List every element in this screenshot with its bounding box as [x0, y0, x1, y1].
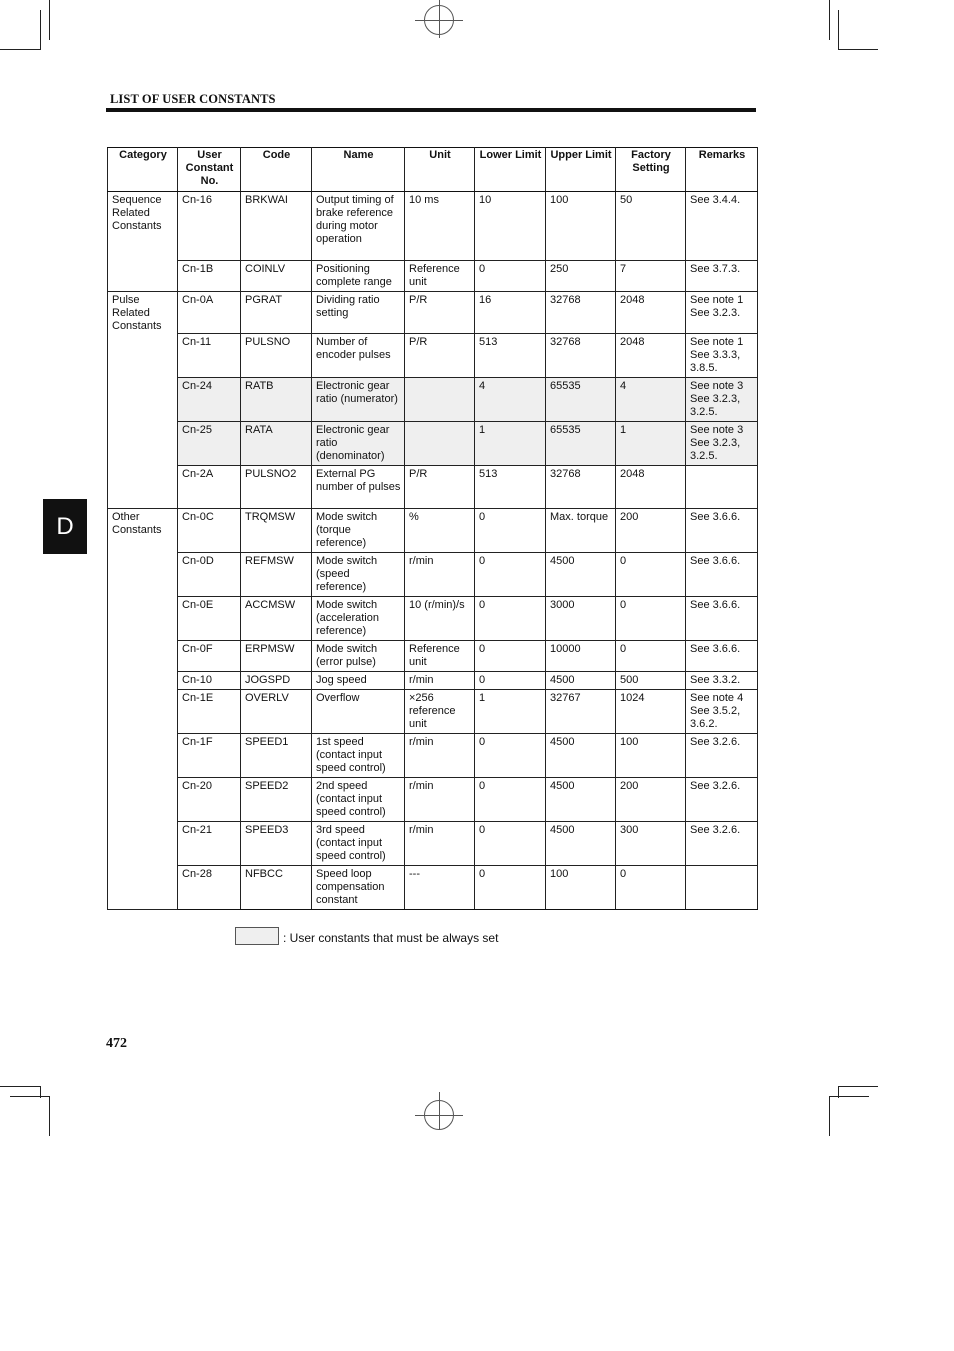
column-header: Lower Limit — [475, 148, 546, 192]
remarks-cell: See note 1 See 3.3.3, 3.8.5. — [686, 334, 758, 378]
constant-no-cell: Cn-10 — [178, 672, 241, 690]
lower-limit-cell: 0 — [475, 597, 546, 641]
unit-cell: Reference unit — [405, 261, 475, 292]
factory-setting-cell: 0 — [616, 597, 686, 641]
column-header: Name — [312, 148, 405, 192]
unit-cell: r/min — [405, 778, 475, 822]
column-header: Category — [108, 148, 178, 192]
section-title: LIST OF USER CONSTANTS — [110, 92, 276, 106]
upper-limit-cell: 32768 — [546, 334, 616, 378]
constant-no-cell: Cn-1F — [178, 734, 241, 778]
table-row — [108, 466, 758, 509]
remarks-cell: See 3.6.6. — [686, 641, 758, 672]
upper-limit-cell: 4500 — [546, 734, 616, 778]
unit-cell — [405, 378, 475, 422]
factory-setting-cell: 300 — [616, 822, 686, 866]
name-cell: Jog speed — [312, 672, 405, 690]
lower-limit-cell: 1 — [475, 690, 546, 734]
code-cell: ERPMSW — [241, 641, 312, 672]
constant-no-cell: Cn-0E — [178, 597, 241, 641]
user-constants-table — [107, 147, 758, 910]
code-cell: PULSNO2 — [241, 466, 312, 509]
unit-cell: P/R — [405, 466, 475, 509]
name-cell: Mode switch (torque reference) — [312, 509, 405, 553]
remarks-cell: See 3.2.6. — [686, 734, 758, 778]
constant-no-cell: Cn-16 — [178, 192, 241, 261]
table-row — [108, 378, 758, 422]
remarks-cell — [686, 866, 758, 910]
factory-setting-cell: 2048 — [616, 292, 686, 334]
unit-cell: Reference unit — [405, 641, 475, 672]
code-cell: SPEED3 — [241, 822, 312, 866]
factory-setting-cell: 2048 — [616, 334, 686, 378]
unit-cell: --- — [405, 866, 475, 910]
table-row — [108, 734, 758, 778]
unit-cell: ×256 reference unit — [405, 690, 475, 734]
factory-setting-cell: 0 — [616, 641, 686, 672]
code-cell: NFBCC — [241, 866, 312, 910]
remarks-cell: See note 1 See 3.2.3. — [686, 292, 758, 334]
code-cell: TRQMSW — [241, 509, 312, 553]
remarks-cell: See 3.6.6. — [686, 597, 758, 641]
code-cell: JOGSPD — [241, 672, 312, 690]
factory-setting-cell: 1 — [616, 422, 686, 466]
table-row — [108, 334, 758, 378]
lower-limit-cell: 0 — [475, 734, 546, 778]
code-cell: PULSNO — [241, 334, 312, 378]
table-row — [108, 509, 758, 553]
name-cell: Mode switch (acceleration reference) — [312, 597, 405, 641]
lower-limit-cell: 0 — [475, 822, 546, 866]
code-cell: REFMSW — [241, 553, 312, 597]
column-header: Upper Limit — [546, 148, 616, 192]
name-cell: Mode switch (error pulse) — [312, 641, 405, 672]
page-number: 472 — [106, 1036, 127, 1051]
upper-limit-cell: 4500 — [546, 672, 616, 690]
factory-setting-cell: 4 — [616, 378, 686, 422]
constant-no-cell: Cn-25 — [178, 422, 241, 466]
code-cell: SPEED1 — [241, 734, 312, 778]
name-cell: 1st speed (contact input speed control) — [312, 734, 405, 778]
constant-no-cell: Cn-1B — [178, 261, 241, 292]
constant-no-cell: Cn-28 — [178, 866, 241, 910]
unit-cell: 10 ms — [405, 192, 475, 261]
code-cell: COINLV — [241, 261, 312, 292]
table-row — [108, 192, 758, 261]
remarks-cell: See 3.2.6. — [686, 778, 758, 822]
column-header: Unit — [405, 148, 475, 192]
lower-limit-cell: 0 — [475, 261, 546, 292]
name-cell: 2nd speed (contact input speed control) — [312, 778, 405, 822]
upper-limit-cell: 32767 — [546, 690, 616, 734]
unit-cell: % — [405, 509, 475, 553]
name-cell: Mode switch (speed reference) — [312, 553, 405, 597]
unit-cell: 10 (r/min)/s — [405, 597, 475, 641]
lower-limit-cell: 4 — [475, 378, 546, 422]
code-cell: ACCMSW — [241, 597, 312, 641]
constant-no-cell: Cn-24 — [178, 378, 241, 422]
column-header: Remarks — [686, 148, 758, 192]
lower-limit-cell: 16 — [475, 292, 546, 334]
name-cell: Output timing of brake reference during motor operation — [312, 192, 405, 261]
remarks-cell: See 3.3.2. — [686, 672, 758, 690]
lower-limit-cell: 0 — [475, 866, 546, 910]
remarks-cell: See 3.2.6. — [686, 822, 758, 866]
upper-limit-cell: 10000 — [546, 641, 616, 672]
lower-limit-cell: 10 — [475, 192, 546, 261]
constant-no-cell: Cn-0A — [178, 292, 241, 334]
table-row — [108, 261, 758, 292]
factory-setting-cell: 7 — [616, 261, 686, 292]
name-cell: Electronic gear ratio (denominator) — [312, 422, 405, 466]
category-cell: Sequence Related Constants — [108, 192, 178, 292]
name-cell: Number of encoder pulses — [312, 334, 405, 378]
constant-no-cell: Cn-20 — [178, 778, 241, 822]
remarks-cell: See 3.7.3. — [686, 261, 758, 292]
lower-limit-cell: 0 — [475, 641, 546, 672]
upper-limit-cell: 4500 — [546, 778, 616, 822]
unit-cell: P/R — [405, 334, 475, 378]
upper-limit-cell: 100 — [546, 866, 616, 910]
factory-setting-cell: 0 — [616, 866, 686, 910]
factory-setting-cell: 200 — [616, 509, 686, 553]
legend-text: : User constants that must be always set — [283, 931, 499, 945]
table-row — [108, 292, 758, 334]
constant-no-cell: Cn-1E — [178, 690, 241, 734]
table-row — [108, 778, 758, 822]
column-header: User Constant No. — [178, 148, 241, 192]
unit-cell: r/min — [405, 734, 475, 778]
factory-setting-cell: 50 — [616, 192, 686, 261]
legend-shade-swatch — [235, 927, 279, 945]
code-cell: RATA — [241, 422, 312, 466]
name-cell: External PG number of pulses — [312, 466, 405, 509]
factory-setting-cell: 200 — [616, 778, 686, 822]
table-row — [108, 672, 758, 690]
factory-setting-cell: 100 — [616, 734, 686, 778]
upper-limit-cell: 65535 — [546, 378, 616, 422]
upper-limit-cell: 4500 — [546, 822, 616, 866]
table-row — [108, 641, 758, 672]
code-cell: SPEED2 — [241, 778, 312, 822]
unit-cell: P/R — [405, 292, 475, 334]
table-body — [108, 192, 758, 910]
table-header-row — [108, 148, 758, 192]
code-cell: BRKWAI — [241, 192, 312, 261]
constant-no-cell: Cn-11 — [178, 334, 241, 378]
constant-no-cell: Cn-0F — [178, 641, 241, 672]
column-header: Factory Setting — [616, 148, 686, 192]
table-row — [108, 690, 758, 734]
remarks-cell: See note 3 See 3.2.3, 3.2.5. — [686, 378, 758, 422]
column-header: Code — [241, 148, 312, 192]
category-cell: Other Constants — [108, 509, 178, 910]
remarks-cell: See 3.6.6. — [686, 553, 758, 597]
table-row — [108, 866, 758, 910]
upper-limit-cell: 32768 — [546, 292, 616, 334]
header-rule — [106, 108, 756, 112]
upper-limit-cell: 65535 — [546, 422, 616, 466]
constant-no-cell: Cn-0C — [178, 509, 241, 553]
lower-limit-cell: 1 — [475, 422, 546, 466]
remarks-cell: See note 3 See 3.2.3, 3.2.5. — [686, 422, 758, 466]
lower-limit-cell: 0 — [475, 672, 546, 690]
remarks-cell — [686, 466, 758, 509]
lower-limit-cell: 0 — [475, 509, 546, 553]
lower-limit-cell: 513 — [475, 334, 546, 378]
constant-no-cell: Cn-0D — [178, 553, 241, 597]
code-cell: OVERLV — [241, 690, 312, 734]
table-row — [108, 553, 758, 597]
name-cell: Positioning complete range — [312, 261, 405, 292]
upper-limit-cell: 250 — [546, 261, 616, 292]
factory-setting-cell: 1024 — [616, 690, 686, 734]
name-cell: Electronic gear ratio (numerator) — [312, 378, 405, 422]
constant-no-cell: Cn-21 — [178, 822, 241, 866]
code-cell: RATB — [241, 378, 312, 422]
constant-no-cell: Cn-2A — [178, 466, 241, 509]
table-row — [108, 422, 758, 466]
unit-cell: r/min — [405, 822, 475, 866]
upper-limit-cell: 32768 — [546, 466, 616, 509]
upper-limit-cell: Max. torque — [546, 509, 616, 553]
name-cell: Speed loop compensation constant — [312, 866, 405, 910]
remarks-cell: See 3.4.4. — [686, 192, 758, 261]
factory-setting-cell: 0 — [616, 553, 686, 597]
lower-limit-cell: 0 — [475, 778, 546, 822]
category-cell: Pulse Related Constants — [108, 292, 178, 509]
appendix-tab: D — [43, 499, 87, 554]
name-cell: 3rd speed (contact input speed control) — [312, 822, 405, 866]
name-cell: Dividing ratio setting — [312, 292, 405, 334]
upper-limit-cell: 3000 — [546, 597, 616, 641]
upper-limit-cell: 4500 — [546, 553, 616, 597]
table-row — [108, 597, 758, 641]
upper-limit-cell: 100 — [546, 192, 616, 261]
name-cell: Overflow — [312, 690, 405, 734]
factory-setting-cell: 2048 — [616, 466, 686, 509]
table-row — [108, 822, 758, 866]
lower-limit-cell: 0 — [475, 553, 546, 597]
unit-cell — [405, 422, 475, 466]
lower-limit-cell: 513 — [475, 466, 546, 509]
unit-cell: r/min — [405, 672, 475, 690]
code-cell: PGRAT — [241, 292, 312, 334]
unit-cell: r/min — [405, 553, 475, 597]
factory-setting-cell: 500 — [616, 672, 686, 690]
remarks-cell: See note 4 See 3.5.2, 3.6.2. — [686, 690, 758, 734]
remarks-cell: See 3.6.6. — [686, 509, 758, 553]
